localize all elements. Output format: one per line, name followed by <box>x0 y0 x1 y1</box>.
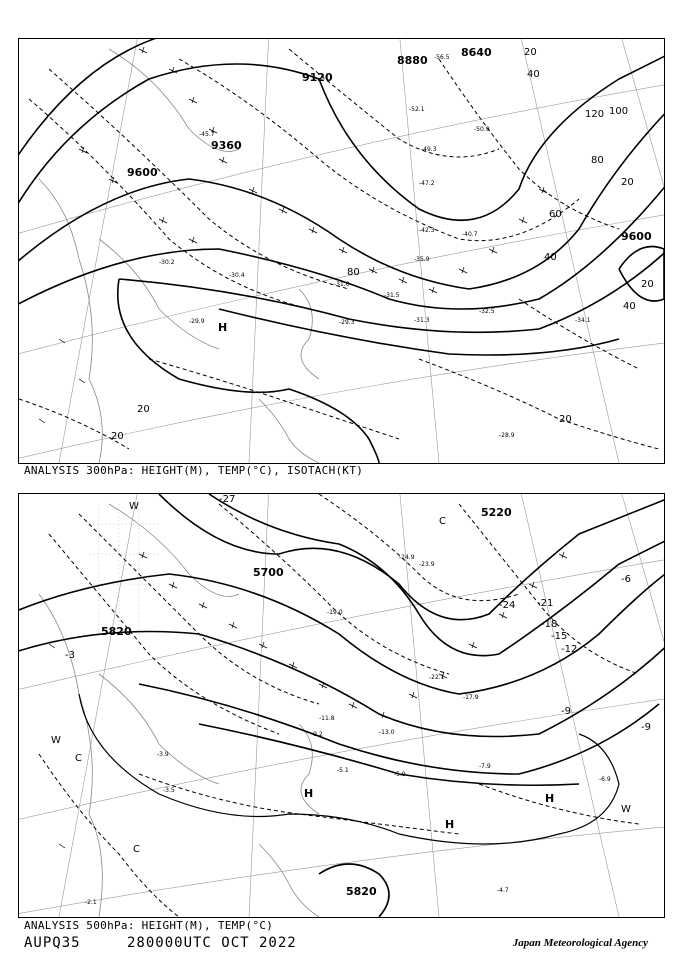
temp-label: -42.3 <box>419 227 435 234</box>
temp-label: -40.7 <box>462 231 478 238</box>
isotach-label: 60 <box>549 209 562 220</box>
station-label: -17.9 <box>463 694 479 701</box>
isotherm-label: -3 <box>65 650 75 661</box>
station-label: -3.5 <box>163 787 175 794</box>
temp-label: -29.9 <box>189 318 205 325</box>
isotherm-label: -12 <box>561 644 578 655</box>
analysis-500hpa-map <box>18 493 665 918</box>
high-pressure-label: H <box>445 818 455 831</box>
temp-label: -52.1 <box>409 106 425 113</box>
station-label: -3.9 <box>157 751 169 758</box>
valid-time: 280000UTC OCT 2022 <box>127 935 297 951</box>
station-label: -4.7 <box>497 887 509 894</box>
station-label: -5.1 <box>337 767 349 774</box>
high-pressure-label: H <box>304 787 314 800</box>
temp-label: -29.3 <box>339 319 355 326</box>
isotach-label: 120 <box>585 109 605 120</box>
isotherm-label: -15 <box>551 631 568 642</box>
height-label: 8880 <box>397 54 428 67</box>
temp-label: -34.1 <box>575 317 591 324</box>
temp-label: -31.3 <box>414 317 430 324</box>
temp-label: -30.4 <box>229 272 245 279</box>
isotach-label: 20 <box>524 47 537 58</box>
station-label: -5.9 <box>394 771 406 778</box>
agency-name: Japan Meteorological Agency <box>512 937 648 949</box>
station-label: -9.2 <box>311 731 323 738</box>
isotach-label: 80 <box>347 267 360 278</box>
high-pressure-label: H <box>218 321 228 334</box>
height-label: 9600 <box>127 166 158 179</box>
isotherm-label: -24 <box>499 600 516 611</box>
height-label: 9600 <box>621 230 652 243</box>
height-label: 9360 <box>211 139 242 152</box>
closed-contour-east <box>619 247 664 302</box>
temp-label: -31.0 <box>334 281 350 288</box>
warm-label: W <box>621 804 631 815</box>
isotach-label: 20 <box>621 177 634 188</box>
isotherm-label: -6 <box>621 574 631 585</box>
high-pressure-label: H <box>545 792 555 805</box>
isotach-label: 80 <box>591 155 604 166</box>
station-label: -22.1 <box>429 674 445 681</box>
isotach-label: 40 <box>544 252 557 263</box>
station-label: -23.9 <box>419 561 435 568</box>
isotach-label: 20 <box>641 279 654 290</box>
height-label: 5820 <box>101 625 132 638</box>
isotherms <box>39 494 639 917</box>
cold-label: C <box>75 753 82 764</box>
station-label: -13.0 <box>379 729 395 736</box>
isotach-label: 40 <box>623 301 636 312</box>
height-label: 9120 <box>302 71 333 84</box>
station-label: -2.1 <box>85 899 97 906</box>
coastline <box>39 49 319 463</box>
analysis-300hpa-map <box>18 38 665 464</box>
station-label: -24.9 <box>399 554 415 561</box>
isotherm-label: -9 <box>561 706 571 717</box>
cold-label: C <box>439 516 446 527</box>
temp-label: -35.9 <box>414 256 430 263</box>
temp-label: -30.2 <box>159 259 175 266</box>
isotherm-label: -9 <box>641 722 651 733</box>
high-pressure-contour <box>118 279 379 463</box>
height-label: 8640 <box>461 46 492 59</box>
temp-label: -56.5 <box>434 54 450 61</box>
temp-label: -28.9 <box>499 432 515 439</box>
height-label: 5220 <box>481 506 512 519</box>
station-label: -7.9 <box>479 763 491 770</box>
isotach-label: 20 <box>559 414 572 425</box>
warm-label: W <box>129 501 139 512</box>
isotach-label: 20 <box>137 404 150 415</box>
temp-label: -31.5 <box>384 292 400 299</box>
bottom-panel-caption: ANALYSIS 500hPa: HEIGHT(M), TEMP(°C) <box>24 919 274 932</box>
height-label: 5700 <box>253 566 284 579</box>
isotherm-label: -18 <box>541 619 558 630</box>
station-label: -11.8 <box>319 715 335 722</box>
temp-label: -47.2 <box>419 180 435 187</box>
map-300hpa-canvas <box>19 39 664 463</box>
chart-code: AUPQ35 <box>24 935 81 951</box>
cold-label: C <box>133 844 140 855</box>
isotach-label: 100 <box>609 106 629 117</box>
top-panel-caption: ANALYSIS 300hPa: HEIGHT(M), TEMP(°C), ISOTACH(KT) <box>24 464 364 477</box>
temp-label: -49.3 <box>421 146 437 153</box>
map-500hpa-canvas <box>19 494 664 917</box>
station-label: -19.0 <box>327 609 343 616</box>
height-label: 5820 <box>346 885 377 898</box>
isotach-label: 20 <box>111 431 124 442</box>
temp-label: -32.5 <box>479 308 495 315</box>
height-contours <box>19 39 664 355</box>
isotherm-label: -27 <box>219 494 236 505</box>
graticule <box>19 39 664 463</box>
isotach-label: 40 <box>527 69 540 80</box>
station-label: -6.9 <box>599 776 611 783</box>
dense-grid <box>89 504 159 634</box>
temp-label: -45.7 <box>199 131 215 138</box>
isotherm-label: -21 <box>537 598 554 609</box>
temp-label: -50.9 <box>474 126 490 133</box>
wind-barbs <box>49 552 567 848</box>
warm-label: W <box>51 735 61 746</box>
